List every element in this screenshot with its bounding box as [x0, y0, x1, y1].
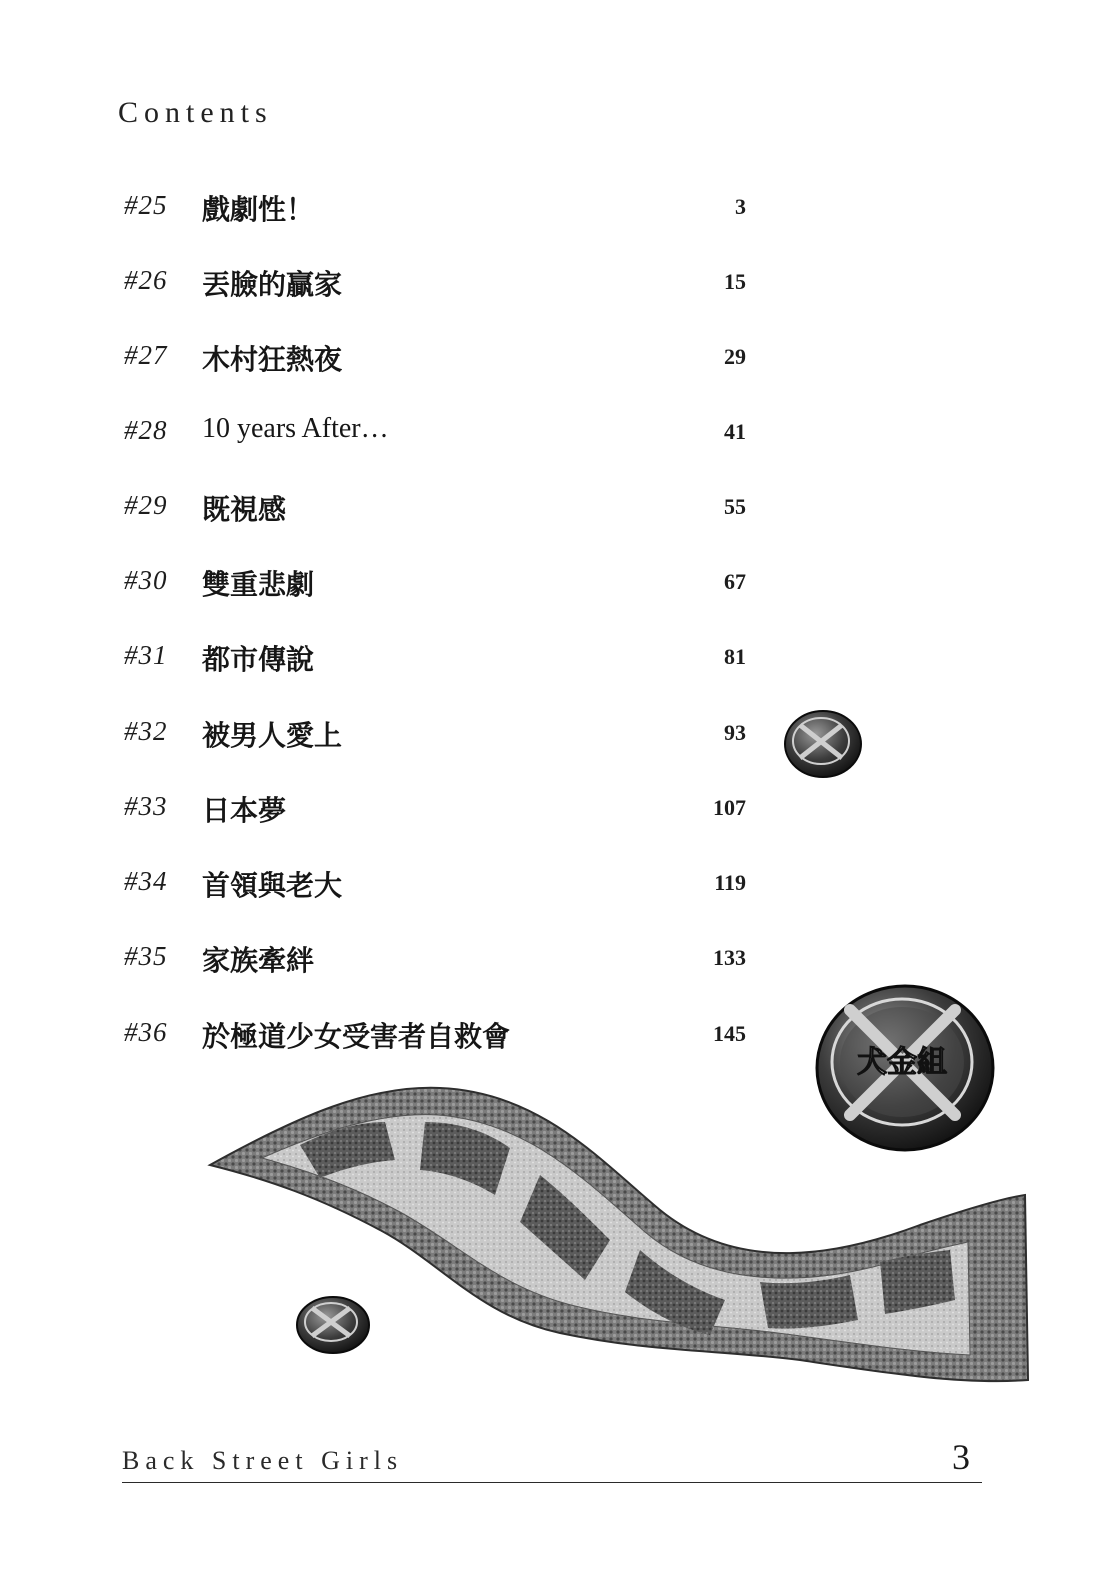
chapter-page: 29 — [724, 344, 746, 369]
contents-heading: Contents — [118, 96, 273, 129]
chapter-title: 首領與老大 — [202, 869, 343, 902]
chapter-title: 於極道少女受害者自救會 — [202, 1020, 511, 1053]
chapter-title: 丟臉的贏家 — [202, 268, 343, 301]
chapter-title: 都市傳說 — [202, 643, 315, 676]
chapter-number: #36 — [124, 1017, 168, 1047]
page-number: 3 — [952, 1437, 970, 1477]
chapter-page: 3 — [735, 194, 746, 219]
badge-icon — [785, 711, 861, 777]
chapter-title: 雙重悲劇 — [202, 568, 315, 601]
chapter-number: #28 — [124, 415, 168, 445]
chapter-number: #32 — [124, 716, 168, 746]
chapter-title: 既視感 — [202, 493, 287, 526]
chapter-number: #31 — [124, 640, 168, 670]
chapter-page: 93 — [724, 720, 746, 745]
chapter-title: 家族牽絆 — [202, 944, 315, 977]
chapter-page: 133 — [713, 945, 746, 970]
chapter-page: 41 — [724, 419, 746, 444]
chapter-page: 55 — [724, 494, 746, 519]
badge-icon — [817, 986, 993, 1150]
badge-label: 犬金組 — [857, 1045, 947, 1080]
chapter-number: #35 — [124, 941, 168, 971]
chapter-title: 木村狂熱夜 — [202, 343, 343, 376]
chapter-page: 81 — [724, 644, 746, 669]
chapter-number: #29 — [124, 490, 168, 520]
footer-divider — [122, 1482, 982, 1483]
chapter-page: 119 — [714, 870, 746, 895]
chapter-page: 67 — [724, 569, 746, 594]
chapter-number: #30 — [124, 565, 168, 595]
chapter-title: 被男人愛上 — [202, 719, 343, 752]
chapter-title: 戲劇性！ — [202, 193, 315, 226]
chapter-page: 15 — [724, 269, 746, 294]
chapter-number: #26 — [124, 265, 168, 295]
chapter-page: 107 — [713, 795, 746, 820]
book-title: Back Street Girls — [122, 1446, 404, 1475]
chapter-title: 10 years After… — [202, 413, 389, 444]
chapter-number: #33 — [124, 791, 168, 821]
chapter-number: #25 — [124, 190, 168, 220]
chapter-page: 145 — [713, 1021, 746, 1046]
chapter-number: #27 — [124, 340, 168, 370]
chapter-number: #34 — [124, 866, 168, 896]
badge-icon — [297, 1297, 369, 1353]
chapter-title: 日本夢 — [202, 794, 287, 827]
